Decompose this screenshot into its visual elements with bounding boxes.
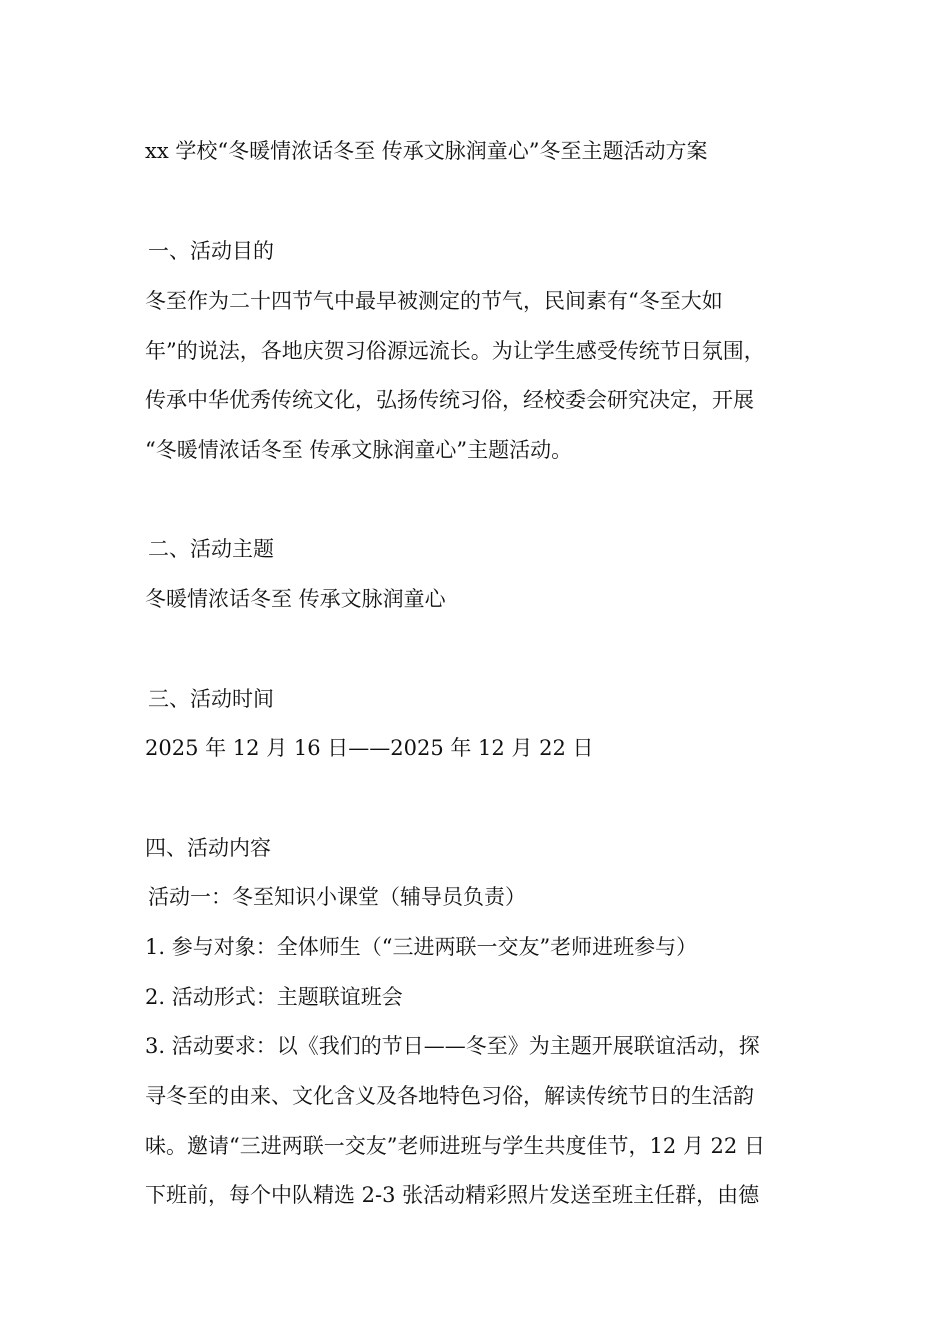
paragraph-line: 2025 年 12 月 16 日——2025 年 12 月 22 日 <box>145 736 594 760</box>
paragraph-line: 传承中华优秀传统文化，弘扬传统习俗，经校委会研究决定，开展 <box>145 388 754 412</box>
paragraph-line: 冬暖情浓话冬至 传承文脉润童心 <box>145 587 446 611</box>
document-title: xx 学校“冬暖情浓话冬至 传承文脉润童心”冬至主题活动方案 <box>145 139 708 163</box>
paragraph-line: 年”的说法，各地庆贺习俗源远流长。为让学生感受传统节日氛围， <box>145 339 765 363</box>
section-heading-purpose: 一、活动目的 <box>148 239 274 263</box>
paragraph-line: 寻冬至的由来、文化含义及各地特色习俗，解读传统节日的生活韵 <box>145 1084 754 1108</box>
paragraph-line: 下班前，每个中队精选 2-3 张活动精彩照片发送至班主任群，由德 <box>145 1183 760 1207</box>
section-heading-time: 三、活动时间 <box>148 687 274 711</box>
section-heading-theme: 二、活动主题 <box>148 537 274 561</box>
paragraph-line: “冬暖情浓话冬至 传承文脉润童心”主题活动。 <box>145 438 573 462</box>
paragraph-line: 冬至作为二十四节气中最早被测定的节气，民间素有“冬至大如 <box>145 289 723 313</box>
paragraph-line: 活动一：冬至知识小课堂（辅导员负责） <box>148 885 526 909</box>
paragraph-line: 1. 参与对象：全体师生（“三进两联一交友”老师进班参与） <box>145 935 698 959</box>
paragraph-line: 3. 活动要求：以《我们的节日——冬至》为主题开展联谊活动，探 <box>145 1034 760 1058</box>
paragraph-line: 味。邀请“三进两联一交友”老师进班与学生共度佳节，12 月 22 日 <box>145 1134 765 1158</box>
paragraph-line: 2. 活动形式：主题联谊班会 <box>145 985 403 1009</box>
section-heading-content: 四、活动内容 <box>145 836 271 860</box>
